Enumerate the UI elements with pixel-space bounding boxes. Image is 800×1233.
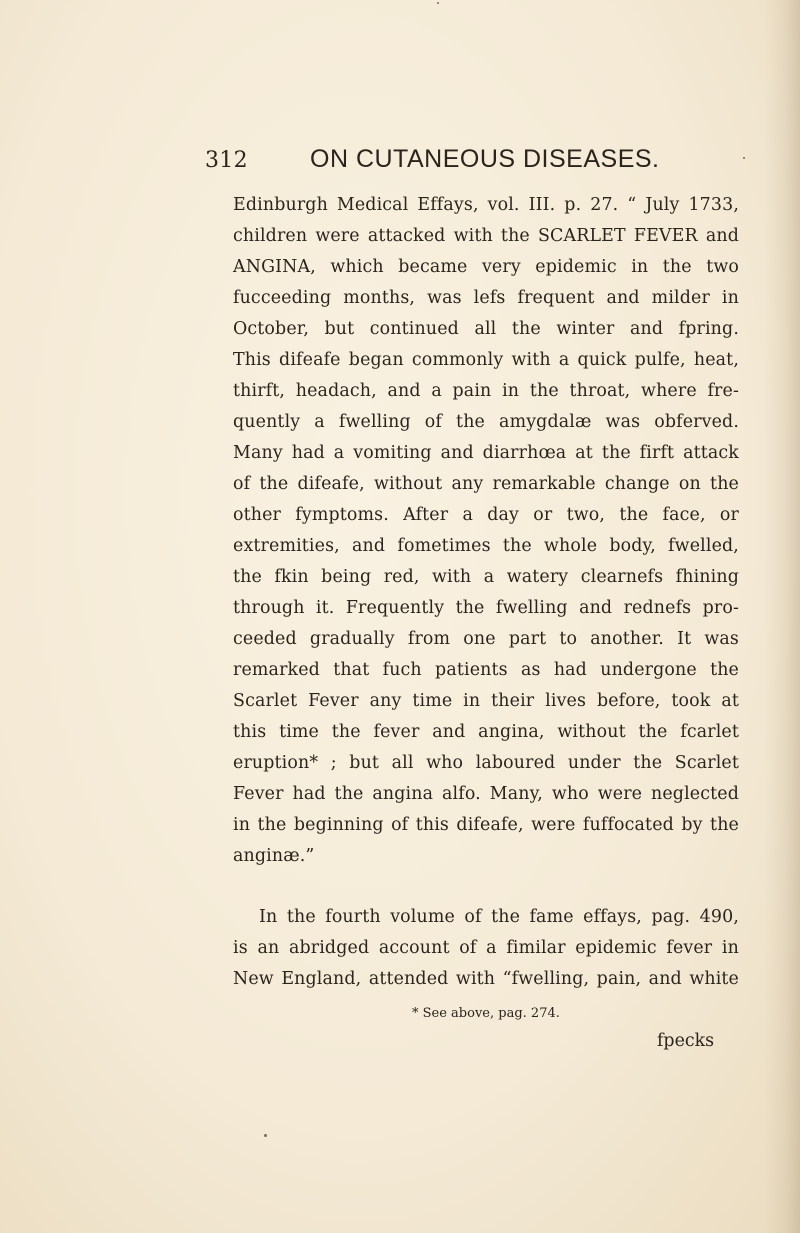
- text-line: Scarlet Fever any time in their lives before, took at: [233, 691, 739, 711]
- text-line: of the difeafe, without any remarkable change on the: [233, 474, 739, 494]
- body-text: [233, 190, 739, 995]
- text-line: ceeded gradually from one part to another. It was: [233, 629, 739, 649]
- text-line: extremities, and fometimes the whole body, fwelled,: [233, 536, 739, 556]
- text-line: anginæ.”: [233, 846, 315, 866]
- text-line: quently a fwelling of the amygdalæ was obferved.: [233, 412, 739, 432]
- page-header: [205, 145, 765, 185]
- text-line: this time the fever and angina, without the fcarlet: [233, 722, 739, 742]
- paragraph-gap: [233, 872, 739, 902]
- paper-speck: [437, 2, 439, 4]
- text-line: Many had a vomiting and diarrhœa at the firft attack: [233, 443, 739, 463]
- text-line: fucceeding months, was lefs frequent and milder in: [233, 288, 739, 308]
- text-line: thirft, headach, and a pain in the throat, where fre-: [233, 381, 739, 401]
- text-line: the fkin being red, with a watery clearnefs fhining: [233, 567, 739, 587]
- text-line: ANGINA, which became very epidemic in the two: [233, 257, 739, 277]
- page-edge-shadow: [764, 0, 800, 1233]
- text-line: other fymptoms. After a day or two, the face, or: [233, 505, 739, 525]
- text-line: in the beginning of this difeafe, were fuffocated by the: [233, 815, 739, 835]
- running-head: ON CUTANEOUS DISEASES.: [310, 145, 660, 173]
- paper-speck: [743, 157, 745, 159]
- text-line: In the fourth volume of the fame effays, pag. 490,: [259, 907, 739, 927]
- text-line: This difeafe began commonly with a quick pulfe, heat,: [233, 350, 739, 370]
- text-line: October, but continued all the winter and fpring.: [233, 319, 739, 339]
- text-line: remarked that fuch patients as had undergone the: [233, 660, 739, 680]
- paper-speck: [264, 1134, 267, 1137]
- text-line: is an abridged account of a fimilar epidemic fever in: [233, 938, 739, 958]
- footnote: * See above, pag. 274.: [412, 1006, 560, 1021]
- text-line: Fever had the angina alfo. Many, who were neglected: [233, 784, 739, 804]
- page-number: 312: [205, 148, 248, 173]
- text-line: children were attacked with the SCARLET FEVER and: [233, 226, 739, 246]
- catchword: fpecks: [657, 1031, 715, 1051]
- text-line: through it. Frequently the fwelling and rednefs pro-: [233, 598, 739, 618]
- text-line: Edinburgh Medical Effays, vol. III. p. 27. “ July 1733,: [233, 195, 739, 215]
- text-line: eruption* ; but all who laboured under the Scarlet: [233, 753, 739, 773]
- text-line: New England, attended with “fwelling, pain, and white: [233, 969, 739, 989]
